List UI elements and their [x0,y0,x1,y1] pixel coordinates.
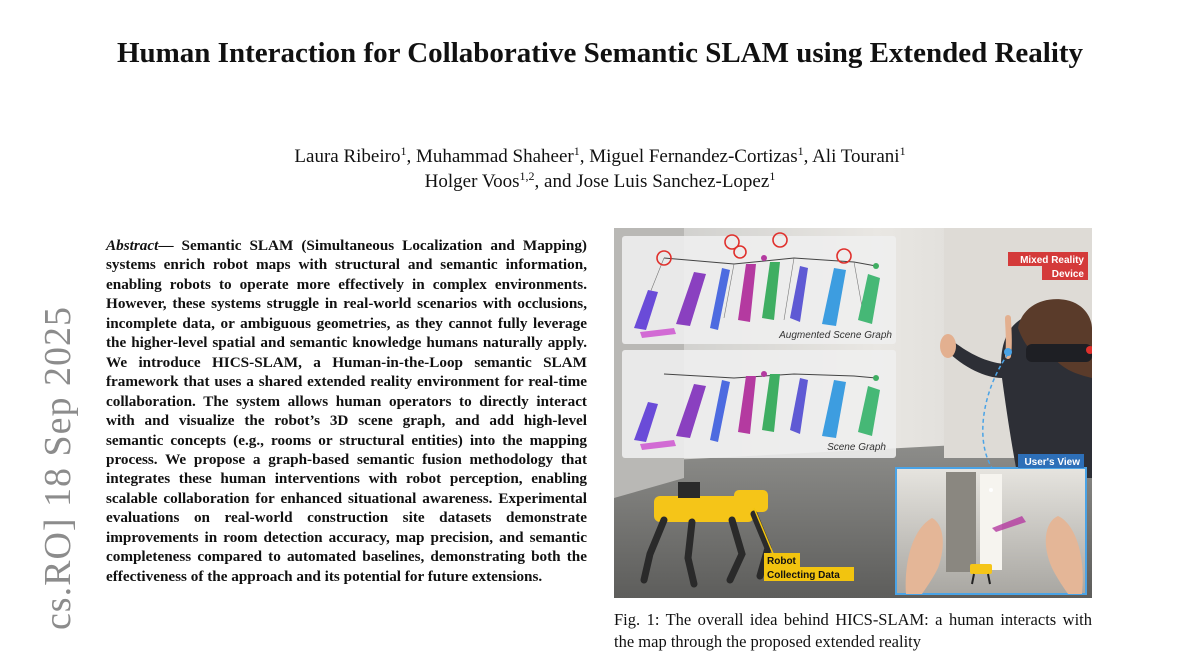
paper-title: Human Interaction for Collaborative Semantic SLAM using Extended Reality [116,37,1084,69]
author-name: Ali Tourani [812,146,900,167]
headset-icon [1026,344,1092,362]
device-label: Device [1051,269,1084,280]
author-affiliation: 1 [769,169,776,183]
figure-1 [614,228,1092,598]
author-affiliation: 1,2 [519,169,535,183]
author-list [150,144,1050,194]
author-name: Muhammad Shaheer [415,146,574,167]
augmented-scene-graph-label: Augmented Scene Graph [779,330,892,341]
abstract-label: Abstract [106,237,159,254]
figure-illustration [614,228,1092,598]
author-separator: , [803,146,813,167]
users-view-label: User's View [1024,457,1080,468]
author-affiliation: 1 [797,144,804,158]
author-affiliation: 1 [400,144,407,158]
mixed-reality-label: Mixed Reality [1020,255,1084,266]
users-view-inset [896,468,1086,594]
author-line-2 [150,169,1050,194]
author-name: Holger Voos [424,171,520,192]
abstract [106,236,587,586]
robot-label: Robot [767,556,796,567]
author-separator: , and [534,171,577,192]
author-separator: , [579,146,590,167]
author-line-1 [150,144,1050,169]
collecting-data-label: Collecting Data [767,570,840,581]
author-affiliation: 1 [573,144,580,158]
author-name: Laura Ribeiro [294,146,401,167]
augmented-scene-graph-panel [622,233,896,344]
figure-caption: Fig. 1: The overall idea behind HICS-SLAM: a human interacts with the map through the proposed extended reality [614,610,1092,651]
author-affiliation: 1 [899,144,906,158]
abstract-text: Semantic SLAM (Simultaneous Localization and Mapping) systems enrich robot maps with structural and semantic information, enabling robots to operate more effectively in complex environments. However, these systems struggle in real-world scenarios with occlusions, incomplete data, or ambiguous geometries, as they cannot fully leverage the higher-level spatial and semantic knowledge humans naturally apply. We introduce HICS-SLAM, a Human-in-the-Loop semantic SLAM framework that uses a shared extended reality environment for real-time collaboration. The system allows human operators to directly interact with and visualize the robot’s 3D scene graph, and add high-level semantic concepts (e.g., rooms or structural entities) into the mapping process. We propose a graph-based semantic fusion methodology that integrates these human interventions with robot perception, enabling scalable collaboration for enhanced situational awareness. Experimental evaluations on real-world construction site datasets demonstrate improvements in room detection accuracy, map precision, and semantic completeness compared to automated baselines, demonstrating both the effectiveness of the approach and its potential for future extensions. [106,237,587,585]
author-name: Jose Luis Sanchez-Lopez [576,171,770,192]
scene-graph-label: Scene Graph [827,442,886,453]
abstract-dash: — [158,237,182,254]
author-separator: , [406,146,416,167]
arxiv-watermark: cs.RO] 18 Sep 2025 [37,305,79,631]
author-name: Miguel Fernandez-Cortizas [589,146,798,167]
